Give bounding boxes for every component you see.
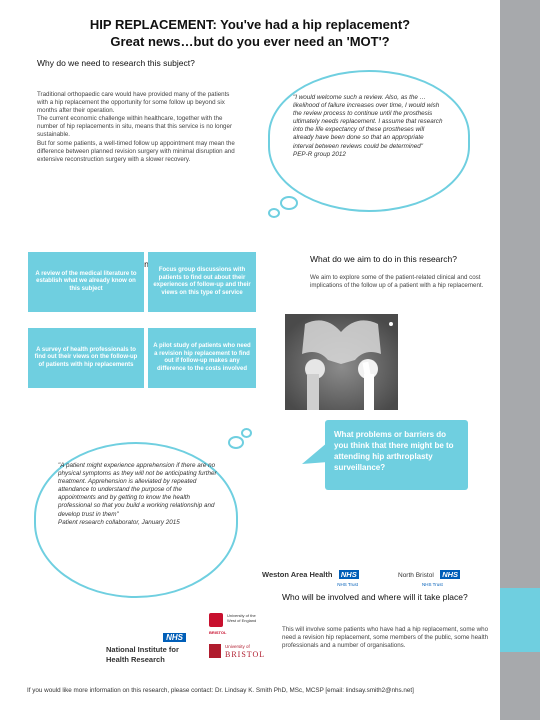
xray-graphic xyxy=(285,314,398,410)
quote-1-source: PEP-R group 2012 xyxy=(293,150,346,158)
north-bristol-name: North Bristol xyxy=(398,572,434,579)
title-line-1: HIP REPLACEMENT: You've had a hip replacement? xyxy=(89,17,411,32)
north-bristol-logo xyxy=(398,564,476,586)
side-bar-accent xyxy=(500,588,540,652)
north-bristol-sub: NHS Trust xyxy=(422,582,443,587)
aim-heading: What do we aim to do in this research? xyxy=(310,254,457,264)
why-paragraph: But for some patients, a well-timed follow up appointment may mean the difference between planned revision surgery with minimal disruption and extensive reconstruction surgery with a slower recovery. xyxy=(37,139,235,163)
quote-2 xyxy=(58,462,218,527)
uwe-emblem-icon xyxy=(209,613,223,627)
weston-logo-sub: NHS Trust xyxy=(337,582,358,587)
bristol-line-2: BRISTOL xyxy=(225,650,266,659)
bristol-line-1: University of xyxy=(225,644,250,649)
hip-xray-image xyxy=(285,314,398,410)
why-paragraph: The current economic challenge within healthcare, together with the number of hip replacements in situ, means that this service is no longer sustainable. xyxy=(37,115,233,139)
nihr-logo xyxy=(106,627,196,667)
quote-cloud-1-bubble xyxy=(280,196,298,210)
uwe-line-1: University of the xyxy=(227,613,256,618)
quote-cloud-2-bubble xyxy=(241,428,252,438)
uwe-sub: BRISTOL xyxy=(209,630,227,635)
who-text: This will involve some patients who have had a hip replacement, some who need a revision hip replacement, some members of the public, some health professionals and a number of organisations. xyxy=(282,626,489,650)
gather-box-focus-groups: Focus group discussions with patients to find out about their experiences of follow-up and their views on this type of service xyxy=(148,252,256,312)
right-side-bar xyxy=(500,0,540,720)
quote-1 xyxy=(293,94,443,159)
why-body xyxy=(37,91,242,164)
weston-area-health-logo xyxy=(262,564,380,586)
nhs-badge: NHS xyxy=(442,570,459,579)
why-heading: Why do we need to research this subject? xyxy=(37,58,195,68)
quote-cloud-2-bubble xyxy=(228,436,244,449)
bristol-crest-icon xyxy=(209,644,221,658)
university-of-bristol-logo xyxy=(209,644,269,666)
question-callout xyxy=(325,420,468,490)
nihr-line-2: Health Research xyxy=(106,655,165,664)
title-line-2: Great news…but do you ever need an 'MOT'? xyxy=(110,34,390,49)
quote-2-text: "A patient might experience apprehension if there are no physical symptoms as they will not be anticipating further treatment. Apprehension is alleviated by repeated attendance to understand the purpose of the appointments and by getting to know the health professional so that you build a working relationship and develop trust in them" xyxy=(58,462,217,518)
poster-title xyxy=(40,16,460,50)
gather-box-literature: A review of the medical literature to establish what we already know on this subject xyxy=(28,252,144,312)
quote-cloud-1-bubble xyxy=(268,208,280,218)
quote-2-source: Patient research collaborator, January 2015 xyxy=(58,518,180,526)
aim-text: We aim to explore some of the patient-related clinical and cost implications of the follow up of a patient with a hip replacement. xyxy=(310,274,484,290)
uwe-logo xyxy=(209,613,269,637)
uwe-name xyxy=(227,613,256,623)
callout-pointer xyxy=(300,440,330,470)
weston-logo-name: Weston Area Health xyxy=(262,570,333,579)
quote-1-text: "I would welcome such a review. Also, as the …likelihood of failure increases over time, I would wish the review process to continue until the prosthesis ultimately needs replacement. I assume that research into the life expectancy of these prostheses will already have been done so that an appropriate interval between reviews could be determined" xyxy=(293,94,443,150)
gather-box-pilot-study: A pilot study of patients who need a revision hip replacement to find out if follow-up makes any difference to the costs involved xyxy=(148,328,256,388)
gather-box-survey: A survey of health professionals to find out their views on the follow-up of patients with hip replacements xyxy=(28,328,144,388)
question-callout-text: What problems or barriers do you think that there might be to attending hip arthroplasty surveillance? xyxy=(334,430,454,472)
footer-contact: If you would like more information on this research, please contact: Dr. Lindsay K. Smith PhD, MSc, MCSP [email: lindsay.smith2@nhs.net] xyxy=(27,687,414,694)
why-paragraph: Traditional orthopaedic care would have provided many of the patients with a hip replacement the opportunity for some follow up beyond six months after their operation. xyxy=(37,91,230,115)
nhs-badge: NHS xyxy=(340,570,357,579)
nihr-line-1: National Institute for xyxy=(106,645,179,654)
who-heading: Who will be involved and where will it take place? xyxy=(282,592,468,602)
nhs-badge: NHS xyxy=(163,633,186,642)
uwe-line-2: West of England xyxy=(227,618,257,623)
